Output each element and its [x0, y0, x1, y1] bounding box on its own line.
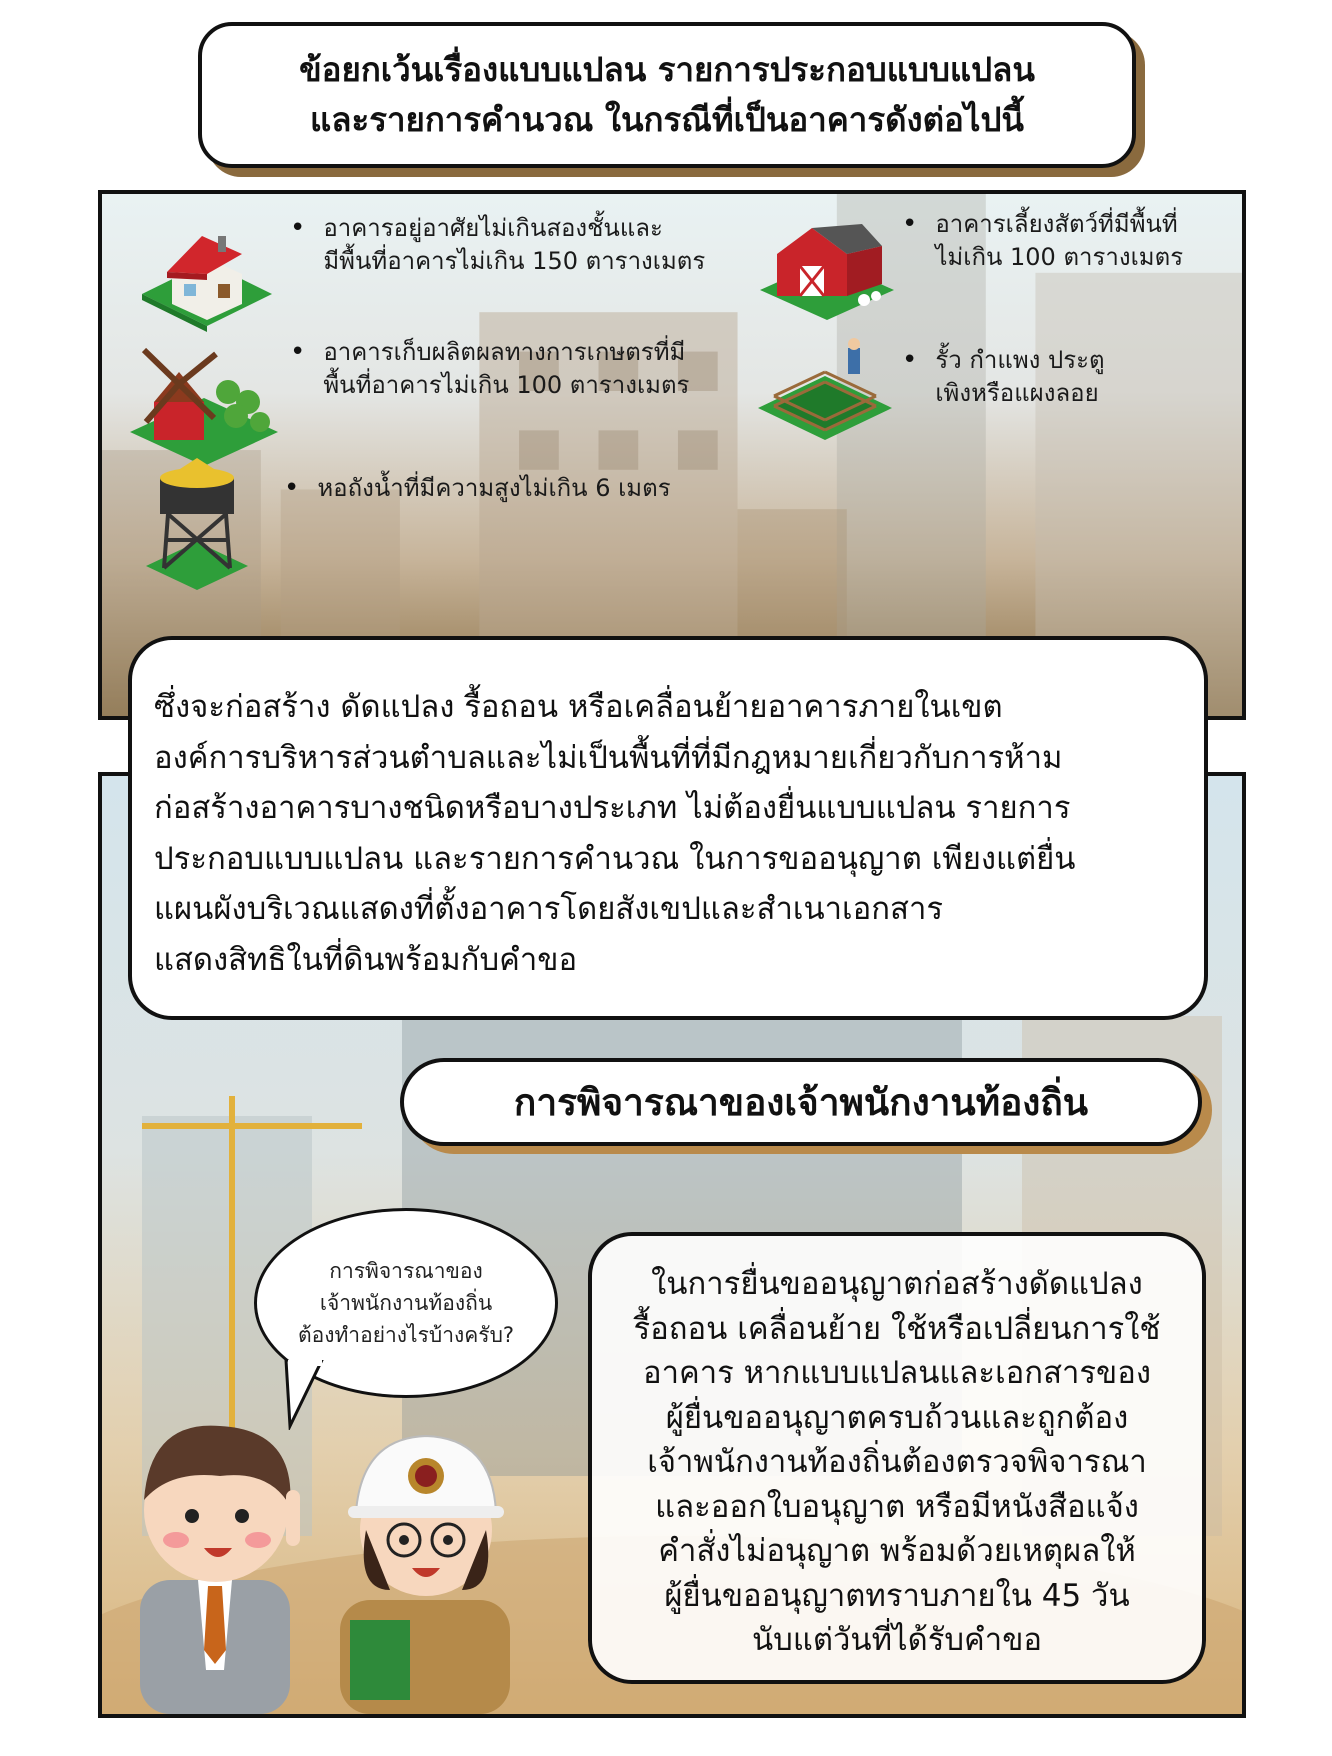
- body-line-1: ซึ่งจะก่อสร้าง ดัดแปลง รื้อถอน หรือเคลื่อนย้ายอาคารภายในเขต: [154, 689, 1003, 725]
- exemption-fence-line-1: รั้ว กำแพง ประตู: [935, 346, 1105, 374]
- body-line-4: ประกอบแบบแปลน และรายการคำนวณ ในการขออนุญาต เพียงแต่ยื่น: [154, 840, 1076, 877]
- body-line-6: แสดงสิทธิในที่ดินพร้อมกับคำขอ: [154, 941, 578, 978]
- barn-icon: [752, 204, 902, 324]
- answer-line-5: เจ้าพนักงานท้องถิ่นต้องตรวจพิจารณา: [647, 1444, 1147, 1480]
- answer-line-8: ผู้ยื่นขออนุญาตทราบภายใน 45 วัน: [664, 1577, 1130, 1614]
- body-line-5: แผนผังบริเวณแสดงที่ตั้งอาคารโดยสังเขปและสำเนาเอกสาร: [154, 891, 944, 927]
- fence-icon: [750, 334, 900, 444]
- body-line-2: องค์การบริหารส่วนตำบลและไม่เป็นพื้นที่ที่มีกฎหมายเกี่ยวกับการห้าม: [154, 739, 1063, 776]
- body-line-3: ก่อสร้างอาคารบางชนิดหรือบางประเภท ไม่ต้องยื่นแบบแปลน รายการ: [154, 790, 1071, 826]
- bullet-icon: •: [284, 473, 300, 503]
- exemption-item-house: [290, 212, 705, 278]
- exemption-barn-line-2: ไม่เกิน 100 ตารางเมตร: [935, 243, 1184, 271]
- title-line-2: และรายการคำนวณ ในกรณีที่เป็นอาคารดังต่อไปนี้: [310, 100, 1024, 139]
- bullet-icon: •: [290, 337, 306, 367]
- speech-line-2: เจ้าพนักงานท้องถิ่น: [319, 1291, 493, 1315]
- section-heading-text: การพิจารณาของเจ้าพนักงานท้องถิ่น: [513, 1080, 1089, 1124]
- exemption-item-storage: [290, 336, 689, 402]
- answer-line-7: คำสั่งไม่อนุญาต พร้อมด้วยเหตุผลให้: [658, 1533, 1136, 1569]
- answer-text-box: [588, 1232, 1206, 1684]
- man-in-suit-icon: [140, 1426, 300, 1714]
- title-line-1: ข้อยกเว้นเรื่องแบบแปลน รายการประกอบแบบแปลน: [299, 50, 1035, 89]
- exemption-fence-line-2: เพิงหรือแผงลอย: [935, 379, 1099, 407]
- section-heading: [400, 1058, 1202, 1146]
- bullet-icon: •: [290, 213, 306, 243]
- answer-line-2: รื้อถอน เคลื่อนย้าย ใช้หรือเปลี่ยนการใช้: [633, 1310, 1161, 1347]
- answer-line-4: ผู้ยื่นขออนุญาตครบถ้วนและถูกต้อง: [665, 1399, 1129, 1436]
- exemption-item-water-tower: [284, 472, 671, 505]
- exemption-barn-line-1: อาคารเลี้ยงสัตว์ที่มีพื้นที่: [935, 210, 1178, 238]
- answer-line-1: ในการยื่นขออนุญาตก่อสร้างดัดแปลง: [651, 1266, 1143, 1302]
- officer-with-helmet-icon: [340, 1436, 510, 1714]
- bullet-icon: •: [902, 345, 918, 375]
- exemption-item-barn: [902, 208, 1183, 274]
- windmill-icon: [124, 332, 284, 472]
- exemption-storage-line-2: พื้นที่อาคารไม่เกิน 100 ตารางเมตร: [323, 371, 690, 399]
- answer-line-3: อาคาร หากแบบแปลนและเอกสารของ: [642, 1355, 1151, 1391]
- body-text-box: [128, 636, 1208, 1020]
- exemption-house-line-2: มีพื้นที่อาคารไม่เกิน 150 ตารางเมตร: [323, 247, 706, 275]
- exemption-storage-line-1: อาคารเก็บผลิตผลทางการเกษตรที่มี: [323, 338, 686, 366]
- title-box: [198, 22, 1136, 168]
- house-icon: [132, 214, 282, 334]
- characters-illustration: [100, 1380, 620, 1714]
- speech-line-3: ต้องทำอย่างไรบ้างครับ?: [297, 1323, 515, 1347]
- exemption-water-tower-line-1: หอถังน้ำที่มีความสูงไม่เกิน 6 เมตร: [317, 474, 671, 502]
- exemption-house-line-1: อาคารอยู่อาศัยไม่เกินสองชั้นและ: [323, 214, 663, 242]
- speech-line-1: การพิจารณาของ: [329, 1259, 483, 1283]
- bullet-icon: •: [902, 209, 918, 239]
- water-tower-icon: [142, 456, 252, 596]
- answer-line-6: และออกใบอนุญาต หรือมีหนังสือแจ้ง: [655, 1488, 1139, 1525]
- answer-line-9: นับแต่วันที่ได้รับคำขอ: [751, 1622, 1043, 1658]
- exemption-item-fence: [902, 344, 1105, 410]
